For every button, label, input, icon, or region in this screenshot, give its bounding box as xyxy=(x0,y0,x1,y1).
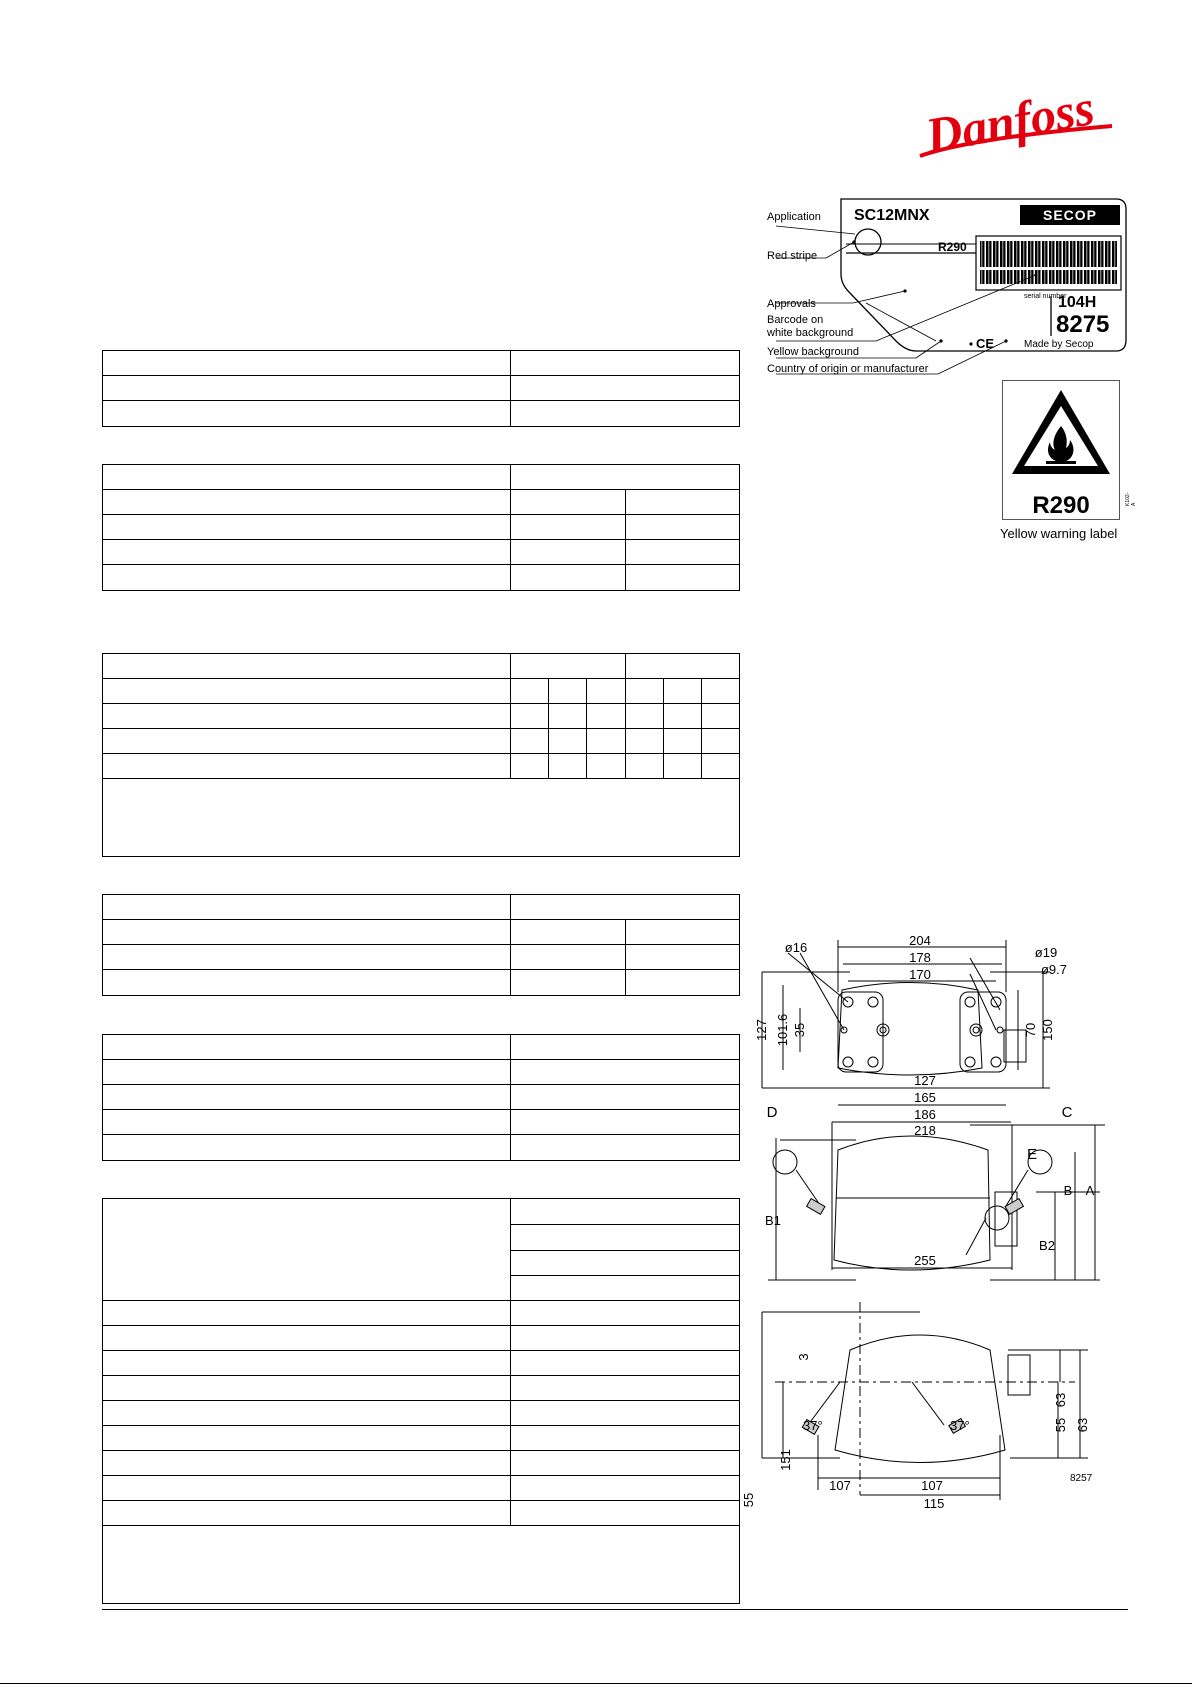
callout-red-stripe: Red stripe xyxy=(767,250,818,262)
serial-number-label: serial number xyxy=(1024,293,1067,300)
made-by-secop: Made by Secop xyxy=(1024,339,1094,350)
angle-right: 37° xyxy=(950,1418,970,1433)
warning-refrigerant: R290 xyxy=(1032,492,1090,519)
connector-e-label: E xyxy=(1026,1146,1038,1163)
dim-d97: ø9.7 xyxy=(1040,962,1068,977)
left-mount-bracket xyxy=(838,992,883,1072)
dim-127-width: 127 xyxy=(914,1073,936,1088)
spec-table-4 xyxy=(102,894,740,996)
spec-table-2 xyxy=(102,464,740,591)
dim-55-right: 55 xyxy=(1053,1417,1068,1433)
dim-218: 218 xyxy=(914,1123,936,1138)
drawing-number: 8257 xyxy=(1070,1473,1093,1484)
callout-approvals: Approvals xyxy=(767,298,816,310)
page-edge-rule xyxy=(0,1683,1192,1684)
flammable-warning-icon xyxy=(1008,386,1114,478)
dim-63-top: 63 xyxy=(1053,1392,1068,1408)
label-b1: B1 xyxy=(765,1213,781,1228)
compressor-side-body xyxy=(834,1136,990,1270)
connector-d-label: D xyxy=(766,1104,778,1121)
dim-d19: ø19 xyxy=(1034,945,1058,960)
dim-55-left: 55 xyxy=(741,1492,756,1508)
barcode-icon xyxy=(980,241,1117,267)
brand-logo xyxy=(912,76,1128,166)
dim-165: 165 xyxy=(914,1090,936,1105)
code-number: 8275 xyxy=(1056,311,1110,338)
dim-101-6: 101.6 xyxy=(775,1013,790,1047)
dim-107-left: 107 xyxy=(829,1478,851,1493)
nameplate-model: SC12MNX xyxy=(854,207,930,224)
label-b: B xyxy=(1063,1183,1073,1198)
dim-150: 150 xyxy=(1040,1019,1055,1041)
dim-63-right: 63 xyxy=(1075,1417,1090,1433)
warning-caption: Yellow warning label xyxy=(1000,526,1118,541)
dim-204: 204 xyxy=(909,933,931,948)
connector-d-circle xyxy=(773,1150,797,1174)
compressor-drawing xyxy=(741,930,1140,1580)
dim-107-right: 107 xyxy=(921,1478,943,1493)
dim-70: 70 xyxy=(1023,1022,1038,1038)
footer-rule xyxy=(102,1609,1128,1610)
dim-178: 178 xyxy=(909,950,931,965)
logo-text: Danfoss xyxy=(921,79,1099,164)
code-prefix: 104H xyxy=(1058,294,1097,311)
dim-186: 186 xyxy=(914,1107,936,1122)
callout-barcode-line1: Barcode on xyxy=(767,314,824,326)
warning-small-code: K102-A xyxy=(1125,492,1137,506)
callout-yellow-background: Yellow background xyxy=(767,346,859,358)
ce-mark-icon: CE xyxy=(976,336,995,351)
label-a: A xyxy=(1085,1183,1095,1198)
right-mount-bracket xyxy=(960,992,1006,1072)
secop-badge: SECOP xyxy=(1020,205,1120,225)
dim-151: 151 xyxy=(778,1449,793,1471)
spec-table-5 xyxy=(102,1034,740,1161)
dim-170: 170 xyxy=(909,967,931,982)
danfoss-logo-icon xyxy=(912,76,1128,166)
spec-table-6 xyxy=(102,1198,740,1604)
callout-barcode-line2: white background xyxy=(767,327,854,339)
angle-left: 37° xyxy=(803,1418,823,1433)
nameplate-refrigerant: R290 xyxy=(938,240,967,254)
dim-255: 255 xyxy=(914,1253,936,1268)
callout-country: Country of origin or manufacturer xyxy=(767,363,929,375)
dim-127-height: 127 xyxy=(754,1019,769,1041)
dim-d16: ø16 xyxy=(784,940,808,955)
connector-e-circle xyxy=(985,1206,1009,1230)
dim-115: 115 xyxy=(923,1496,945,1511)
spec-table-1 xyxy=(102,350,740,427)
label-b2: B2 xyxy=(1039,1238,1055,1253)
callout-application: Application xyxy=(767,211,821,223)
dim-35: 35 xyxy=(792,1022,807,1038)
warning-label xyxy=(1002,380,1137,520)
spec-table-3 xyxy=(102,653,740,857)
dim-3: 3 xyxy=(796,1353,811,1361)
nameplate-figure xyxy=(766,196,1136,376)
connector-c-label: C xyxy=(1061,1104,1073,1121)
